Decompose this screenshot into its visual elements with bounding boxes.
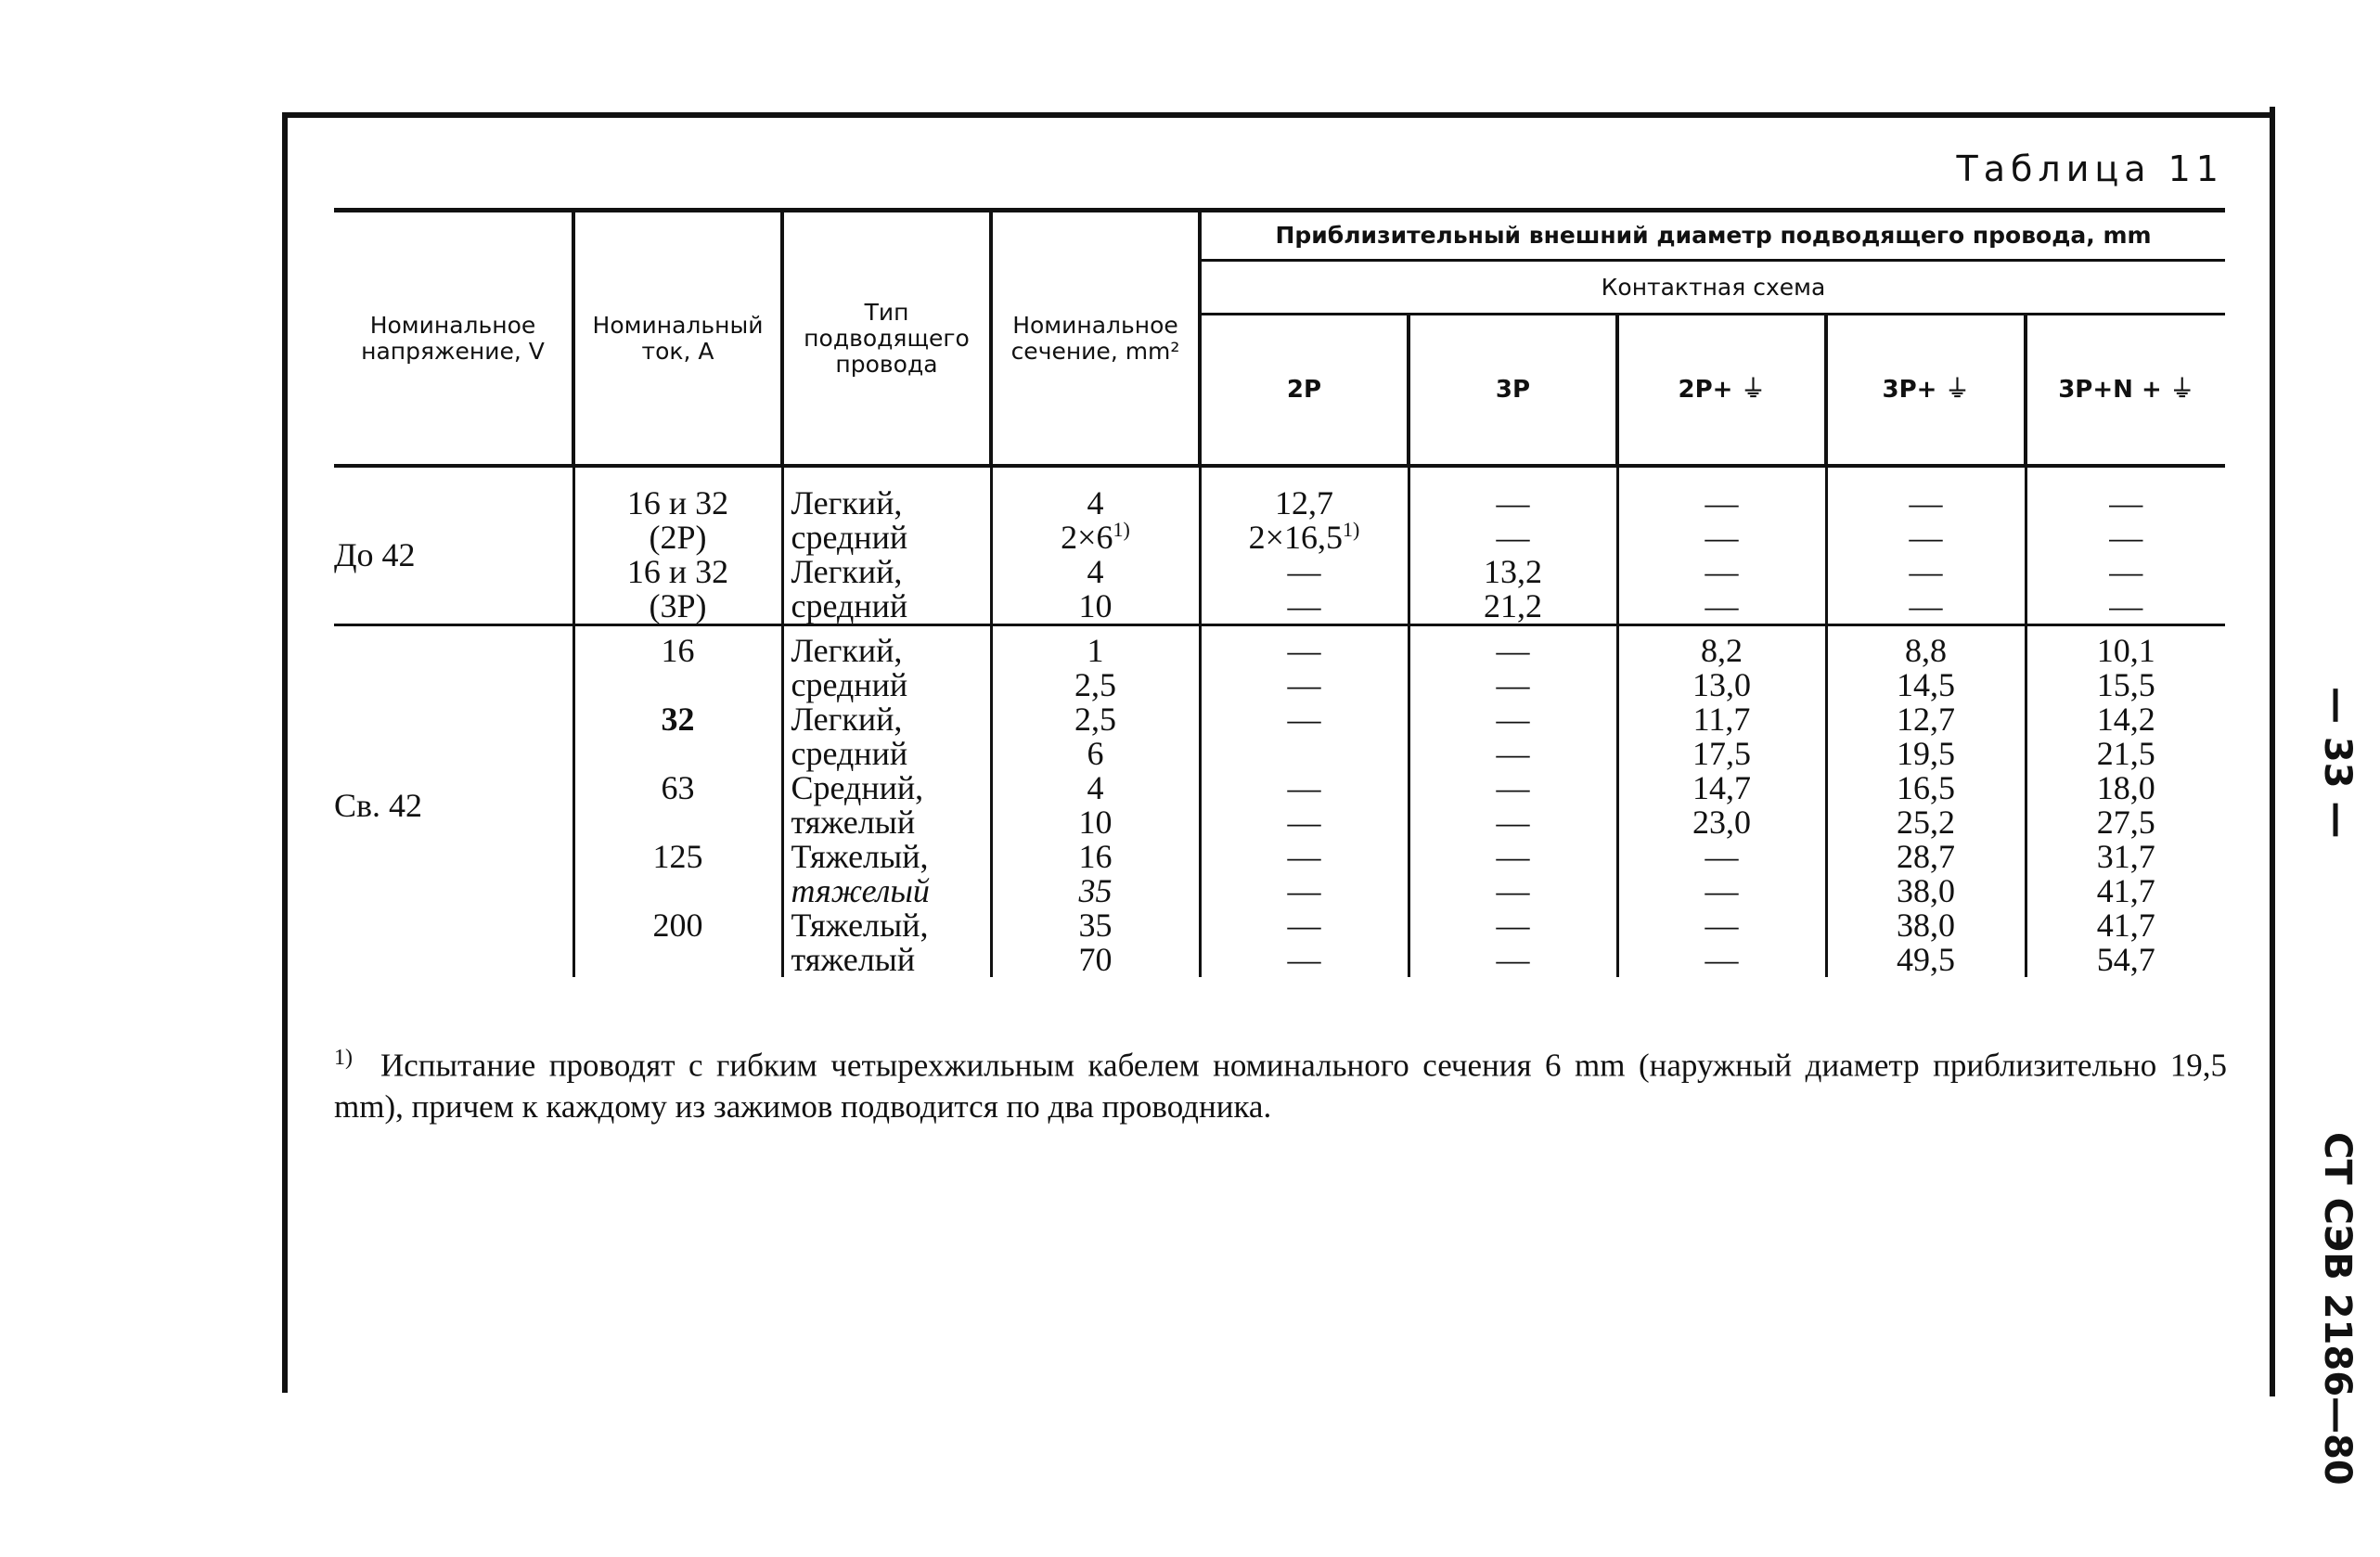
diameter-3p-cell: — bbox=[1409, 805, 1617, 840]
diameter-3p-cell: — bbox=[1409, 737, 1617, 771]
table-row bbox=[334, 625, 2225, 669]
diameter-3p-cell: — bbox=[1409, 840, 1617, 874]
footnote-marker: 1) bbox=[334, 1046, 353, 1070]
diameter-3p-earth-cell: — bbox=[1826, 555, 2026, 589]
table-title: Таблица 11 bbox=[1956, 148, 2224, 189]
diameter-3p-earth-cell: — bbox=[1826, 589, 2026, 625]
diameter-2p-cell bbox=[1200, 737, 1409, 771]
diameter-2p-earth-cell: 23,0 bbox=[1617, 805, 1826, 840]
diameter-3pn-earth-cell: — bbox=[2026, 555, 2225, 589]
table-row bbox=[334, 668, 2225, 702]
table-footnote bbox=[334, 1037, 2227, 1127]
diameter-2p-earth-cell: — bbox=[1617, 943, 1826, 977]
diameter-2p-earth-cell: — bbox=[1617, 874, 1826, 908]
diameter-3pn-earth-cell: 14,2 bbox=[2026, 702, 2225, 737]
diameter-2p-cell: — bbox=[1200, 668, 1409, 702]
cable-type-cell: Тяжелый, bbox=[782, 840, 991, 874]
cable-type-cell: тяжелый bbox=[782, 874, 991, 908]
frame-right-border bbox=[2270, 107, 2275, 1396]
diameter-3p-earth-cell: 12,7 bbox=[1826, 702, 2026, 737]
page-number: — 33 — bbox=[2316, 687, 2359, 839]
frame-top-border bbox=[284, 112, 2275, 118]
header-scheme-3p: 3P bbox=[1409, 315, 1617, 467]
diameter-3p-cell: — bbox=[1409, 668, 1617, 702]
cable-type-cell: тяжелый bbox=[782, 805, 991, 840]
cable-type-cell: тяжелый bbox=[782, 943, 991, 977]
diameter-3p-earth-cell: 38,0 bbox=[1826, 874, 2026, 908]
diameter-3pn-earth-cell: 54,7 bbox=[2026, 943, 2225, 977]
header-scheme-2p: 2P bbox=[1200, 315, 1409, 467]
diameter-2p-cell: — bbox=[1200, 555, 1409, 589]
current-cell bbox=[573, 805, 782, 840]
diameter-3pn-earth-cell: — bbox=[2026, 589, 2225, 625]
header-section: Номинальное сечение, mm² bbox=[991, 211, 1200, 467]
section-cell: 10 bbox=[991, 589, 1200, 625]
section-cell: 35 bbox=[991, 874, 1200, 908]
table-row bbox=[334, 466, 2225, 521]
diameter-3pn-earth-cell: 21,5 bbox=[2026, 737, 2225, 771]
diameter-3p-earth-cell: 19,5 bbox=[1826, 737, 2026, 771]
diameter-3pn-earth-cell: 10,1 bbox=[2026, 625, 2225, 669]
current-cell bbox=[573, 737, 782, 771]
header-scheme-2p-earth: 2P+ ⏚ bbox=[1617, 315, 1826, 467]
diameter-3pn-earth-cell: 27,5 bbox=[2026, 805, 2225, 840]
voltage-cell: Св. 42 bbox=[334, 625, 573, 978]
table-row bbox=[334, 589, 2225, 625]
header-scheme-3pn-earth: 3P+N + ⏚ bbox=[2026, 315, 2225, 467]
cable-type-cell: Легкий, bbox=[782, 702, 991, 737]
diameter-3pn-earth-cell: — bbox=[2026, 466, 2225, 521]
section-value: 2×6 bbox=[1061, 519, 1113, 556]
cable-type-cell: средний bbox=[782, 737, 991, 771]
table-row bbox=[334, 943, 2225, 977]
section-cell: 1 bbox=[991, 625, 1200, 669]
section-cell: 2,5 bbox=[991, 702, 1200, 737]
diameter-3p-cell: — bbox=[1409, 943, 1617, 977]
table-row bbox=[334, 908, 2225, 943]
cable-type-cell: средний bbox=[782, 668, 991, 702]
diameter-2p-cell: — bbox=[1200, 840, 1409, 874]
current-cell: 16 и 32 bbox=[573, 555, 782, 589]
diameter-2p-cell: — bbox=[1200, 874, 1409, 908]
diameter-2p-earth-cell: — bbox=[1617, 589, 1826, 625]
header-current: Номинальный ток, А bbox=[573, 211, 782, 467]
current-cell: 125 bbox=[573, 840, 782, 874]
diameter-2p-earth-cell: — bbox=[1617, 521, 1826, 555]
diameter-3pn-earth-cell: 18,0 bbox=[2026, 771, 2225, 805]
current-cell bbox=[573, 943, 782, 977]
table-row bbox=[334, 874, 2225, 908]
table-row bbox=[334, 737, 2225, 771]
diameter-2p-cell bbox=[1200, 518, 1409, 556]
frame-left-border bbox=[282, 112, 288, 1393]
diameter-3pn-earth-cell: 31,7 bbox=[2026, 840, 2225, 874]
diameter-2p-cell: — bbox=[1200, 805, 1409, 840]
diameter-2p-earth-cell: 14,7 bbox=[1617, 771, 1826, 805]
diameter-2p-cell: 12,7 bbox=[1200, 466, 1409, 521]
cable-type-cell: Легкий, bbox=[782, 625, 991, 669]
diameter-3p-earth-cell: 28,7 bbox=[1826, 840, 2026, 874]
cable-type-cell: Тяжелый, bbox=[782, 908, 991, 943]
diameter-value: 2×16,5 bbox=[1248, 519, 1343, 556]
section-cell: 10 bbox=[991, 805, 1200, 840]
section-cell: 4 bbox=[991, 555, 1200, 589]
header-voltage: Номинальное напряжение, V bbox=[334, 211, 573, 467]
cable-type-cell: Средний, bbox=[782, 771, 991, 805]
diameter-3pn-earth-cell: 41,7 bbox=[2026, 908, 2225, 943]
header-diameter-group: Приблизительный внешний диаметр подводящего провода, mm bbox=[1200, 211, 2225, 261]
diameter-3p-earth-cell: 14,5 bbox=[1826, 668, 2026, 702]
cable-type-cell: Легкий, bbox=[782, 466, 991, 521]
diameter-2p-cell: — bbox=[1200, 589, 1409, 625]
diameter-3p-earth-cell: 25,2 bbox=[1826, 805, 2026, 840]
section-cell: 4 bbox=[991, 771, 1200, 805]
diameter-3p-cell: 21,2 bbox=[1409, 589, 1617, 625]
footnote-ref: 1) bbox=[1342, 518, 1360, 541]
table-row bbox=[334, 555, 2225, 589]
current-cell: 16 и 32 bbox=[573, 466, 782, 521]
current-cell: 16 bbox=[573, 625, 782, 669]
table-row bbox=[334, 805, 2225, 840]
header-scheme-group: Контактная схема bbox=[1200, 261, 2225, 315]
section-cell: 70 bbox=[991, 943, 1200, 977]
cable-type-cell: средний bbox=[782, 589, 991, 625]
diameter-2p-cell: — bbox=[1200, 908, 1409, 943]
diameter-3p-cell: — bbox=[1409, 771, 1617, 805]
section-cell: 6 bbox=[991, 737, 1200, 771]
cable-type-cell: средний bbox=[782, 521, 991, 555]
diameter-2p-earth-cell: — bbox=[1617, 466, 1826, 521]
section-cell: 4 bbox=[991, 466, 1200, 521]
diameter-3p-cell: — bbox=[1409, 625, 1617, 669]
diameter-3p-cell: 13,2 bbox=[1409, 555, 1617, 589]
diameter-2p-earth-cell: 13,0 bbox=[1617, 668, 1826, 702]
diameter-3p-cell: — bbox=[1409, 908, 1617, 943]
diameter-3p-earth-cell: 16,5 bbox=[1826, 771, 2026, 805]
diameter-3pn-earth-cell: 15,5 bbox=[2026, 668, 2225, 702]
diameter-2p-earth-cell: 8,2 bbox=[1617, 625, 1826, 669]
diameter-3p-earth-cell: 49,5 bbox=[1826, 943, 2026, 977]
table-row bbox=[334, 840, 2225, 874]
current-cell: (2P) bbox=[573, 521, 782, 555]
current-cell: 63 bbox=[573, 771, 782, 805]
footnote-text: Испытание проводят с гибким четырехжильным кабелем номинального сечения 6 mm (наружный диаметр приблизительно 19,5 mm), причем к каждому из зажимов подводится по два проводника. bbox=[334, 1047, 2227, 1125]
diameter-2p-earth-cell: — bbox=[1617, 908, 1826, 943]
diameter-3p-cell: — bbox=[1409, 466, 1617, 521]
table-row bbox=[334, 702, 2225, 737]
specification-table bbox=[334, 208, 2225, 977]
section-cell: 2,5 bbox=[991, 668, 1200, 702]
cable-type-cell: Легкий, bbox=[782, 555, 991, 589]
current-cell bbox=[573, 668, 782, 702]
diameter-2p-cell: — bbox=[1200, 771, 1409, 805]
voltage-cell: До 42 bbox=[334, 466, 573, 625]
diameter-3pn-earth-cell: — bbox=[2026, 521, 2225, 555]
diameter-2p-earth-cell: — bbox=[1617, 840, 1826, 874]
diameter-3pn-earth-cell: 41,7 bbox=[2026, 874, 2225, 908]
diameter-2p-earth-cell: — bbox=[1617, 555, 1826, 589]
section-cell: 16 bbox=[991, 840, 1200, 874]
section-cell: 35 bbox=[991, 908, 1200, 943]
diameter-2p-cell: — bbox=[1200, 625, 1409, 669]
footnote-ref: 1) bbox=[1113, 518, 1130, 541]
diameter-3p-earth-cell: 8,8 bbox=[1826, 625, 2026, 669]
section-cell bbox=[991, 518, 1200, 556]
diameter-3p-cell: — bbox=[1409, 521, 1617, 555]
diameter-3p-earth-cell: — bbox=[1826, 466, 2026, 521]
diameter-3p-cell: — bbox=[1409, 874, 1617, 908]
header-scheme-3p-earth: 3P+ ⏚ bbox=[1826, 315, 2026, 467]
diameter-3p-earth-cell: 38,0 bbox=[1826, 908, 2026, 943]
table-row bbox=[334, 521, 2225, 555]
diameter-2p-cell: — bbox=[1200, 943, 1409, 977]
diameter-2p-earth-cell: 11,7 bbox=[1617, 702, 1826, 737]
standard-code: СТ СЭВ 2186—80 bbox=[2316, 1132, 2359, 1486]
diameter-3p-earth-cell: — bbox=[1826, 521, 2026, 555]
current-cell bbox=[573, 874, 782, 908]
diameter-2p-earth-cell: 17,5 bbox=[1617, 737, 1826, 771]
table-row bbox=[334, 771, 2225, 805]
current-cell: 200 bbox=[573, 908, 782, 943]
diameter-3p-cell: — bbox=[1409, 702, 1617, 737]
header-cable-type: Тип подводящего провода bbox=[782, 211, 991, 467]
current-cell: 32 bbox=[573, 702, 782, 737]
diameter-2p-cell: — bbox=[1200, 702, 1409, 737]
current-cell: (3P) bbox=[573, 589, 782, 625]
